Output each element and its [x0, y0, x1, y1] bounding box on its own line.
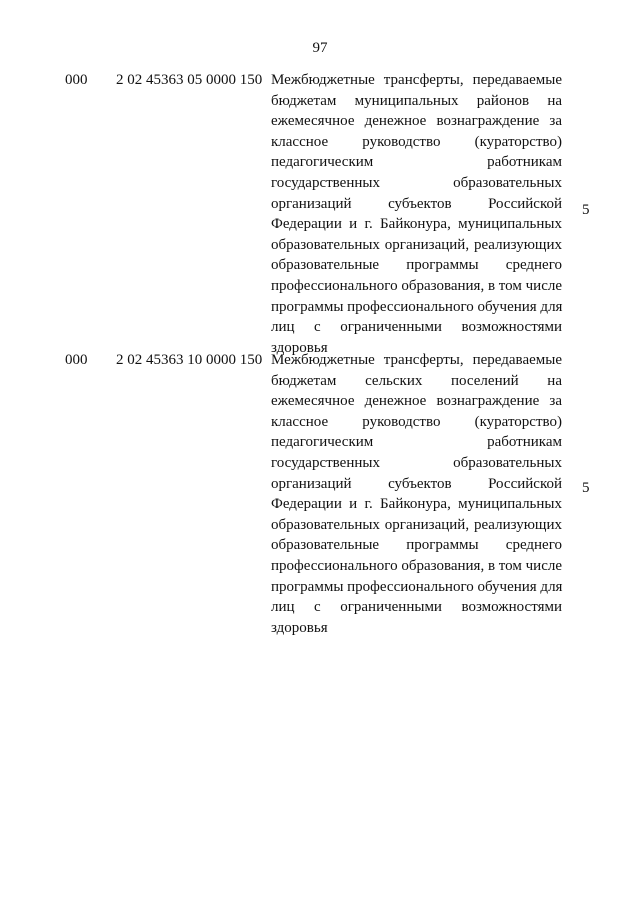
- description-line: образовательные программы среднего: [271, 257, 562, 274]
- description-line: лиц с ограниченными возможностями: [271, 599, 562, 616]
- description-line: профессионального образования, в том числе: [271, 557, 562, 574]
- amount-value: 5: [582, 480, 590, 496]
- description-line: организаций субъектов Российской: [271, 195, 562, 212]
- description-line: ежемесячное денежное вознаграждение за: [271, 113, 562, 130]
- description-line: образовательных организаций, реализующих: [271, 236, 562, 253]
- admin-code: 000: [65, 72, 88, 88]
- description-line: классное руководство (кураторство): [271, 413, 562, 430]
- amount-value: 5: [582, 202, 590, 218]
- description-line: бюджетам сельских поселений на: [271, 372, 562, 389]
- description-line: организаций субъектов Российской: [271, 475, 562, 492]
- description-line: программы профессионального обучения для: [271, 578, 563, 595]
- description-line: Межбюджетные трансферты, передаваемые: [271, 352, 562, 368]
- description-line: Федерации и г. Байконура, муниципальных: [271, 496, 562, 513]
- description-line: здоровья: [271, 619, 328, 636]
- description-line: профессионального образования, в том числе: [271, 277, 562, 294]
- description-line: педагогическим работникам: [271, 154, 562, 171]
- description-line: государственных образовательных: [271, 174, 562, 191]
- description-line: программы профессионального обучения для: [271, 298, 563, 315]
- description-line: государственных образовательных: [271, 454, 562, 471]
- description-line: классное руководство (кураторство): [271, 133, 562, 150]
- income-description: [271, 70, 562, 358]
- description-line: лиц с ограниченными возможностями: [271, 319, 562, 336]
- description-line: образовательные программы среднего: [271, 537, 562, 554]
- description-line: здоровья: [271, 339, 328, 356]
- description-line: бюджетам муниципальных районов на: [271, 92, 562, 109]
- income-description: [271, 350, 562, 638]
- admin-code: 000: [65, 352, 88, 368]
- description-line: педагогическим работникам: [271, 434, 562, 451]
- description-line: Межбюджетные трансферты, передаваемые: [271, 72, 562, 88]
- budget-classification-code: 2 02 45363 10 0000 150: [116, 352, 263, 368]
- description-line: ежемесячное денежное вознаграждение за: [271, 393, 562, 410]
- budget-classification-code: 2 02 45363 05 0000 150: [116, 72, 263, 88]
- page-number: 97: [312, 40, 328, 56]
- description-line: образовательных организаций, реализующих: [271, 516, 562, 533]
- description-line: Федерации и г. Байконура, муниципальных: [271, 216, 562, 233]
